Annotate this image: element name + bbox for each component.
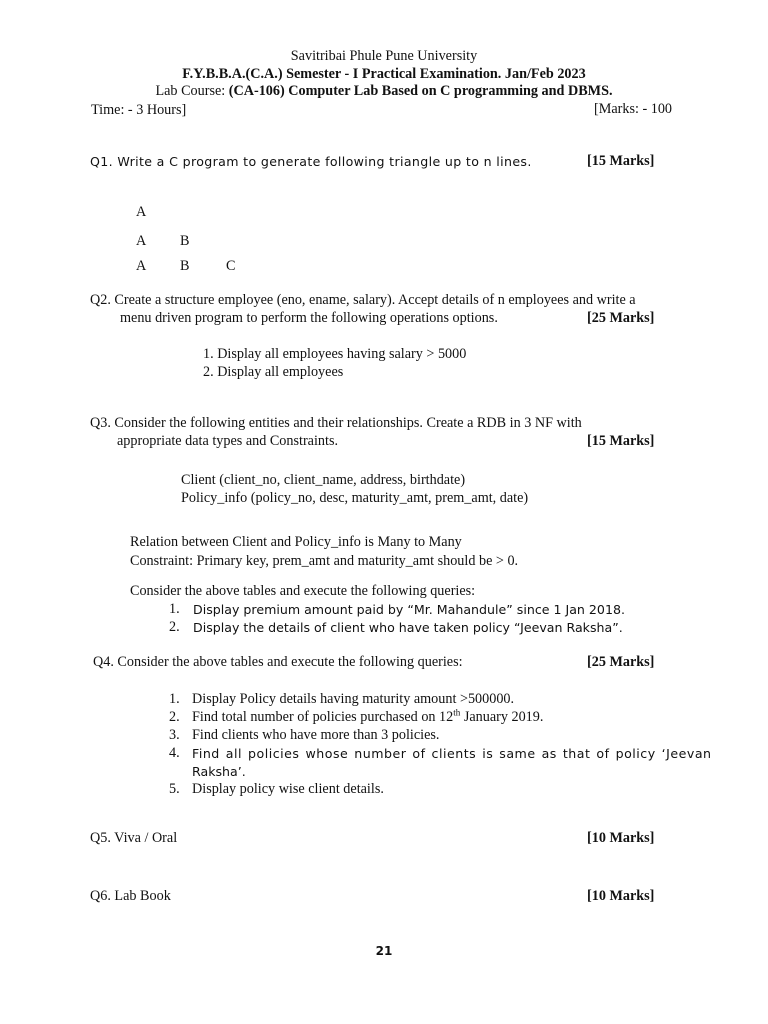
q5-text: Q5. Viva / Oral (90, 830, 178, 846)
q3-query-1-number: 1. (169, 601, 180, 617)
q4-item-2-text-a: Find total number of policies purchased on 12 (192, 709, 454, 725)
q2-line-1: Q2. Create a structure employee (eno, ename, salary). Accept details of n employees and write a (90, 292, 636, 308)
q4-item-4: Find all policies whose number of clients is same as that of policy ‘Jeevan (192, 746, 712, 761)
q4-item-5: Display policy wise client details. (192, 781, 384, 797)
q4-item-3-number: 3. (169, 727, 180, 743)
q2-option-2: 2. Display all employees (203, 364, 344, 380)
q4-item-4-number: 4. (169, 745, 180, 761)
q5-marks: [10 Marks] (587, 830, 655, 846)
client-entity: Client (client_no, client_name, address, birthdate) (181, 472, 466, 488)
total-marks-label: [Marks: - 100 (594, 101, 673, 117)
q4-item-5-number: 5. (169, 781, 180, 797)
exam-title: F.Y.B.B.A.(C.A.) Semester - I Practical Examination. Jan/Feb 2023 (182, 66, 586, 82)
triangle-row-2-b: B (180, 233, 190, 249)
q1-marks: [15 Marks] (587, 153, 655, 169)
lab-course-name: (CA-106) Computer Lab Based on C programming and DBMS. (228, 83, 613, 99)
time-label: Time: - 3 Hours] (91, 102, 187, 118)
lab-course-line (0, 83, 768, 100)
page-number: 21 (375, 944, 393, 958)
q4-item-2 (192, 709, 543, 726)
constraint-text: Constraint: Primary key, prem_amt and maturity_amt should be > 0. (130, 553, 519, 569)
triangle-row-3-c: C (226, 258, 236, 274)
q3-query-2: Display the details of client who have taken policy “Jeevan Raksha”. (193, 620, 623, 635)
q3-queries-intro: Consider the above tables and execute the following queries: (130, 583, 476, 599)
q4-item-3: Find clients who have more than 3 policies. (192, 727, 440, 743)
q4-marks: [25 Marks] (587, 654, 655, 670)
q1-text: Q1. Write a C program to generate following triangle up to n lines. (90, 154, 532, 169)
q3-line-1: Q3. Consider the following entities and their relationships. Create a RDB in 3 NF with (90, 415, 582, 431)
triangle-row-1-a: A (136, 204, 147, 220)
q4-item-2-text-b: January 2019. (460, 709, 544, 725)
q4-text: Q4. Consider the above tables and execute the following queries: (93, 654, 463, 670)
lab-course-prefix: Lab Course: (155, 83, 229, 99)
university-name: Savitribai Phule Pune University (290, 48, 478, 64)
triangle-row-3-b: B (180, 258, 190, 274)
q4-item-2-number: 2. (169, 709, 180, 725)
q2-line-2: menu driven program to perform the following operations options. (120, 310, 498, 326)
policy-entity: Policy_info (policy_no, desc, maturity_amt, prem_amt, date) (181, 490, 529, 506)
q4-item-4-cont: Raksha’. (192, 764, 246, 779)
q4-item-1-number: 1. (169, 691, 180, 707)
q3-query-2-number: 2. (169, 619, 180, 635)
triangle-row-2-a: A (136, 233, 147, 249)
q2-marks: [25 Marks] (587, 310, 655, 326)
q3-marks: [15 Marks] (587, 433, 655, 449)
q3-line-2: appropriate data types and Constraints. (117, 433, 339, 449)
q2-option-1: 1. Display all employees having salary > 5000 (203, 346, 467, 362)
relation-text: Relation between Client and Policy_info is Many to Many (130, 534, 462, 550)
q3-query-1: Display premium amount paid by “Mr. Mahandule” since 1 Jan 2018. (193, 602, 625, 617)
q4-item-1: Display Policy details having maturity amount >500000. (192, 691, 515, 707)
q6-marks: [10 Marks] (587, 888, 655, 904)
q6-text: Q6. Lab Book (90, 888, 171, 904)
triangle-row-3-a: A (136, 258, 147, 274)
q4-item-2-sup: th (453, 707, 461, 718)
